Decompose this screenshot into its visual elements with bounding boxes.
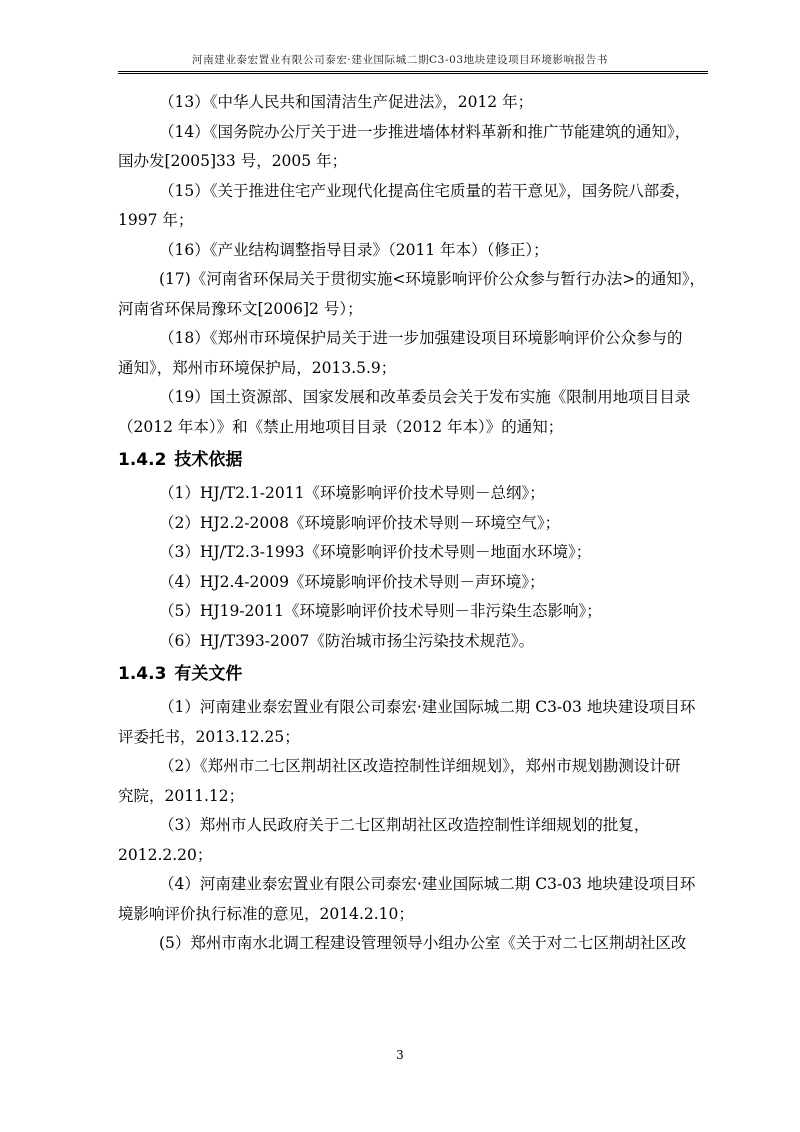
paragraph-continuation: （2012 年本）》和《禁止用地项目目录（2012 年本）》的通知； — [118, 417, 564, 436]
paragraph: (17)《河南省环保局关于贯彻实施<环境影响评价公众参与暂行办法>的通知》， — [159, 270, 706, 288]
section-title: 有关文件 — [174, 664, 243, 684]
paragraph: （4）HJ2.4-2009《环境影响评价技术导则－声环境》； — [159, 572, 545, 591]
paragraph: （16）《产业结构调整指导目录》（2011 年本）（修正）； — [159, 240, 549, 259]
paragraph: （15）《关于推进住宅产业现代化提高住宅质量的若干意见》，国务院八部委， — [159, 181, 691, 200]
paragraph-continuation: 2012.2.20； — [118, 845, 213, 864]
page-number: 3 — [396, 1048, 404, 1062]
paragraph: （3）HJ/T2.3-1993《环境影响评价技术导则－地面水环境》； — [159, 543, 592, 561]
paragraph-continuation: 1997 年； — [118, 211, 194, 229]
section-heading — [118, 442, 710, 479]
header-rule — [118, 71, 708, 74]
paragraph-continuation: 究院，2011.12； — [118, 786, 245, 805]
document-body — [118, 88, 710, 959]
paragraph-continuation: 评委托书，2013.12.25； — [118, 727, 300, 746]
paragraph: （18）《郑州市环境保护局关于进一步加强建设项目环境影响评价公众参与的 — [159, 329, 683, 347]
paragraph-continuation: 通知》，郑州市环境保护局，2013.5.9； — [118, 358, 397, 377]
page-header: 河南建业泰宏置业有限公司泰宏·建业国际城二期C3-03地块建设项目环境影响报告书 — [192, 54, 608, 66]
paragraph: (5）郑州市南水北调工程建设管理领导小组办公室《关于对二七区荆胡社区改 — [159, 934, 687, 952]
paragraph: （19）国土资源部、国家发展和改革委员会关于发布实施《限制用地项目目录 — [159, 388, 691, 406]
section-number: 1.4.2 — [118, 450, 167, 470]
paragraph: （2）《郑州市二七区荆胡社区改造控制性详细规划》，郑州市规划勘测设计研 — [159, 757, 681, 775]
paragraph: （13）《中华人民共和国清洁生产促进法》，2012 年； — [159, 93, 534, 111]
paragraph-continuation: 国办发[2005]33 号，2005 年； — [118, 152, 348, 170]
paragraph-continuation: 境影响评价执行标准的意见，2014.2.10； — [118, 904, 414, 923]
paragraph: （1）HJ/T2.1-2011《环境影响评价技术导则－总纲》； — [159, 484, 545, 502]
paragraph: （1）河南建业泰宏置业有限公司泰宏·建业国际城二期 C3-03 地块建设项目环 — [159, 698, 696, 716]
paragraph: （3）郑州市人民政府关于二七区荆胡社区改造控制性详细规划的批复， — [159, 816, 650, 834]
paragraph-continuation: 河南省环保局豫环文[2006]2 号）； — [118, 299, 363, 318]
paragraph: （2）HJ2.2-2008《环境影响评价技术导则－环境空气》； — [159, 513, 561, 532]
section-title: 技术依据 — [174, 450, 243, 470]
paragraph: （6）HJ/T393-2007《防治城市扬尘污染技术规范》。 — [159, 631, 535, 650]
paragraph: （4）河南建业泰宏置业有限公司泰宏·建业国际城二期 C3-03 地块建设项目环 — [159, 875, 696, 893]
paragraph: （5）HJ19-2011《环境影响评价技术导则－非污染生态影响》； — [159, 602, 602, 620]
paragraph: （14）《国务院办公厅关于进一步推进墙体材料革新和推广节能建筑的通知》， — [159, 122, 691, 141]
section-number: 1.4.3 — [118, 664, 167, 684]
section-heading — [118, 656, 710, 693]
